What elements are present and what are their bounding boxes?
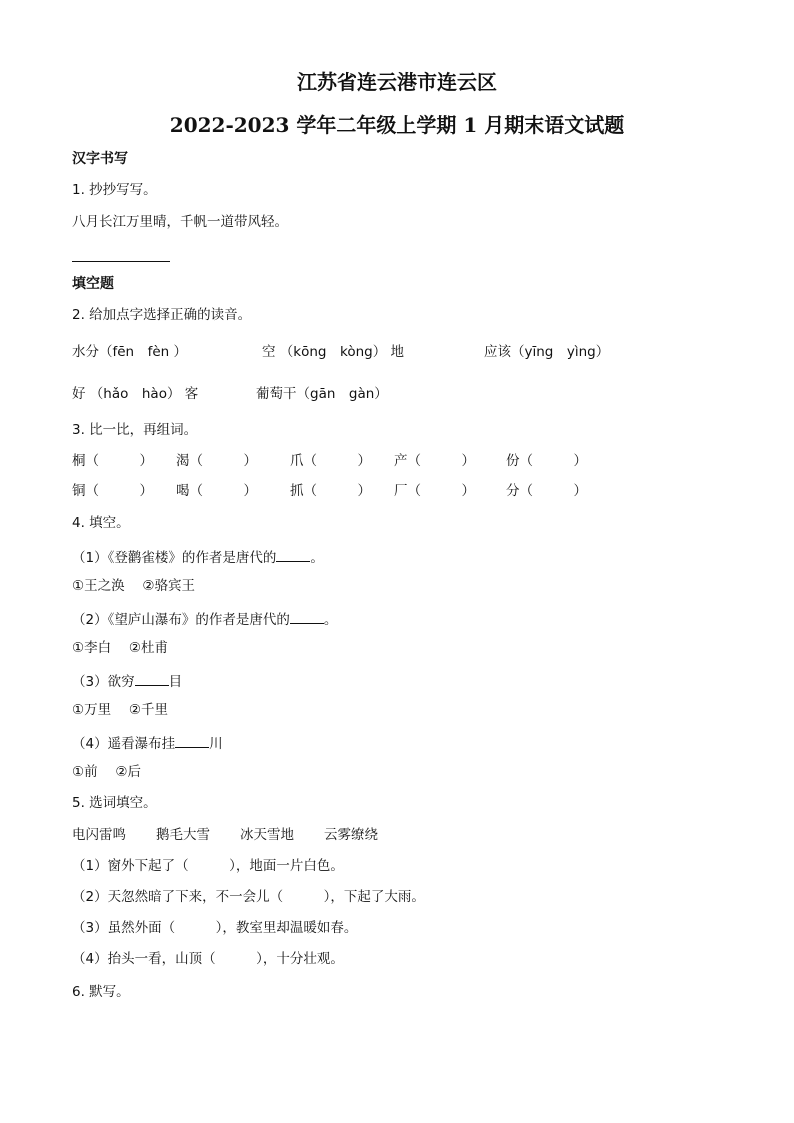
- q4-sub-2: （2）《望庐山瀑布》的作者是唐代的 。: [72, 612, 338, 628]
- q3-cell[interactable]: 抓（ ）: [290, 483, 371, 499]
- title-line-2: 2022-2023 学年二年级上学期 1 月期末语文试题: [169, 113, 625, 137]
- q5-word: 电闪雷鸣: [72, 827, 126, 843]
- q4-blank-3[interactable]: [135, 673, 169, 686]
- q2-item[interactable]: 好 （hǎo hào） 客: [72, 386, 199, 402]
- q3-cell[interactable]: 喝（ ）: [176, 483, 257, 499]
- q1-number: 1. 抄抄写写。: [72, 182, 157, 198]
- q1-answer-line[interactable]: [72, 261, 170, 262]
- q2-item[interactable]: 空 （kōng kòng） 地: [262, 344, 405, 360]
- q6-number: 6. 默写。: [72, 984, 130, 1000]
- title-line-1: 江苏省连云港市连云区: [297, 70, 497, 94]
- q4-blank-2[interactable]: [290, 611, 324, 624]
- q4-options-1[interactable]: ①王之涣 ②骆宾王: [72, 578, 195, 594]
- q4-options-2[interactable]: ①李白 ②杜甫: [72, 640, 168, 656]
- section-heading-writing: 汉字书写: [72, 151, 128, 167]
- q4-sub-3: （3）欲穷 目: [72, 674, 183, 690]
- q5-number: 5. 选词填空。: [72, 795, 157, 811]
- section-heading-fill: 填空题: [72, 276, 114, 292]
- q4-sub-4: （4）遥看瀑布挂 川: [72, 736, 223, 752]
- q2-item[interactable]: 葡萄干（gān gàn）: [256, 386, 388, 402]
- q3-cell[interactable]: 产（ ）: [394, 453, 475, 469]
- q4-number: 4. 填空。: [72, 515, 130, 531]
- q4-options-3[interactable]: ①万里 ②千里: [72, 702, 168, 718]
- q3-cell[interactable]: 桐（ ）: [72, 453, 153, 469]
- q3-cell[interactable]: 爪（ ）: [290, 453, 371, 469]
- q5-sentence-3[interactable]: （3）虽然外面（ ），教室里却温暖如春。: [72, 920, 358, 936]
- q4-options-4[interactable]: ①前 ②后: [72, 764, 141, 780]
- q5-word: 鹅毛大雪: [156, 827, 210, 843]
- q3-cell[interactable]: 铜（ ）: [72, 483, 153, 499]
- q3-cell[interactable]: 分（ ）: [506, 483, 587, 499]
- q5-word: 云雾缭绕: [324, 827, 378, 843]
- q1-text: 八月长江万里晴，千帆一道带风轻。: [72, 214, 288, 230]
- q3-number: 3. 比一比，再组词。: [72, 422, 198, 438]
- q5-sentence-4[interactable]: （4）抬头一看，山顶（ ），十分壮观。: [72, 951, 344, 967]
- q2-number: 2. 给加点字选择正确的读音。: [72, 307, 252, 323]
- q3-cell[interactable]: 渴（ ）: [176, 453, 257, 469]
- q5-sentence-1[interactable]: （1）窗外下起了（ ），地面一片白色。: [72, 858, 344, 874]
- q5-sentence-2[interactable]: （2）天忽然暗了下来，不一会儿（ ），下起了大雨。: [72, 889, 425, 905]
- q2-item[interactable]: 应该（yīng yìng）: [484, 344, 610, 360]
- q3-cell[interactable]: 份（ ）: [506, 453, 587, 469]
- q4-blank-1[interactable]: [276, 549, 310, 562]
- q4-blank-4[interactable]: [175, 735, 209, 748]
- q4-sub-1: （1）《登鹳雀楼》的作者是唐代的 。: [72, 550, 324, 566]
- q3-cell[interactable]: 厂（ ）: [394, 483, 475, 499]
- q2-item[interactable]: 水分（fēn fèn ）: [72, 344, 188, 360]
- q5-word: 冰天雪地: [240, 827, 294, 843]
